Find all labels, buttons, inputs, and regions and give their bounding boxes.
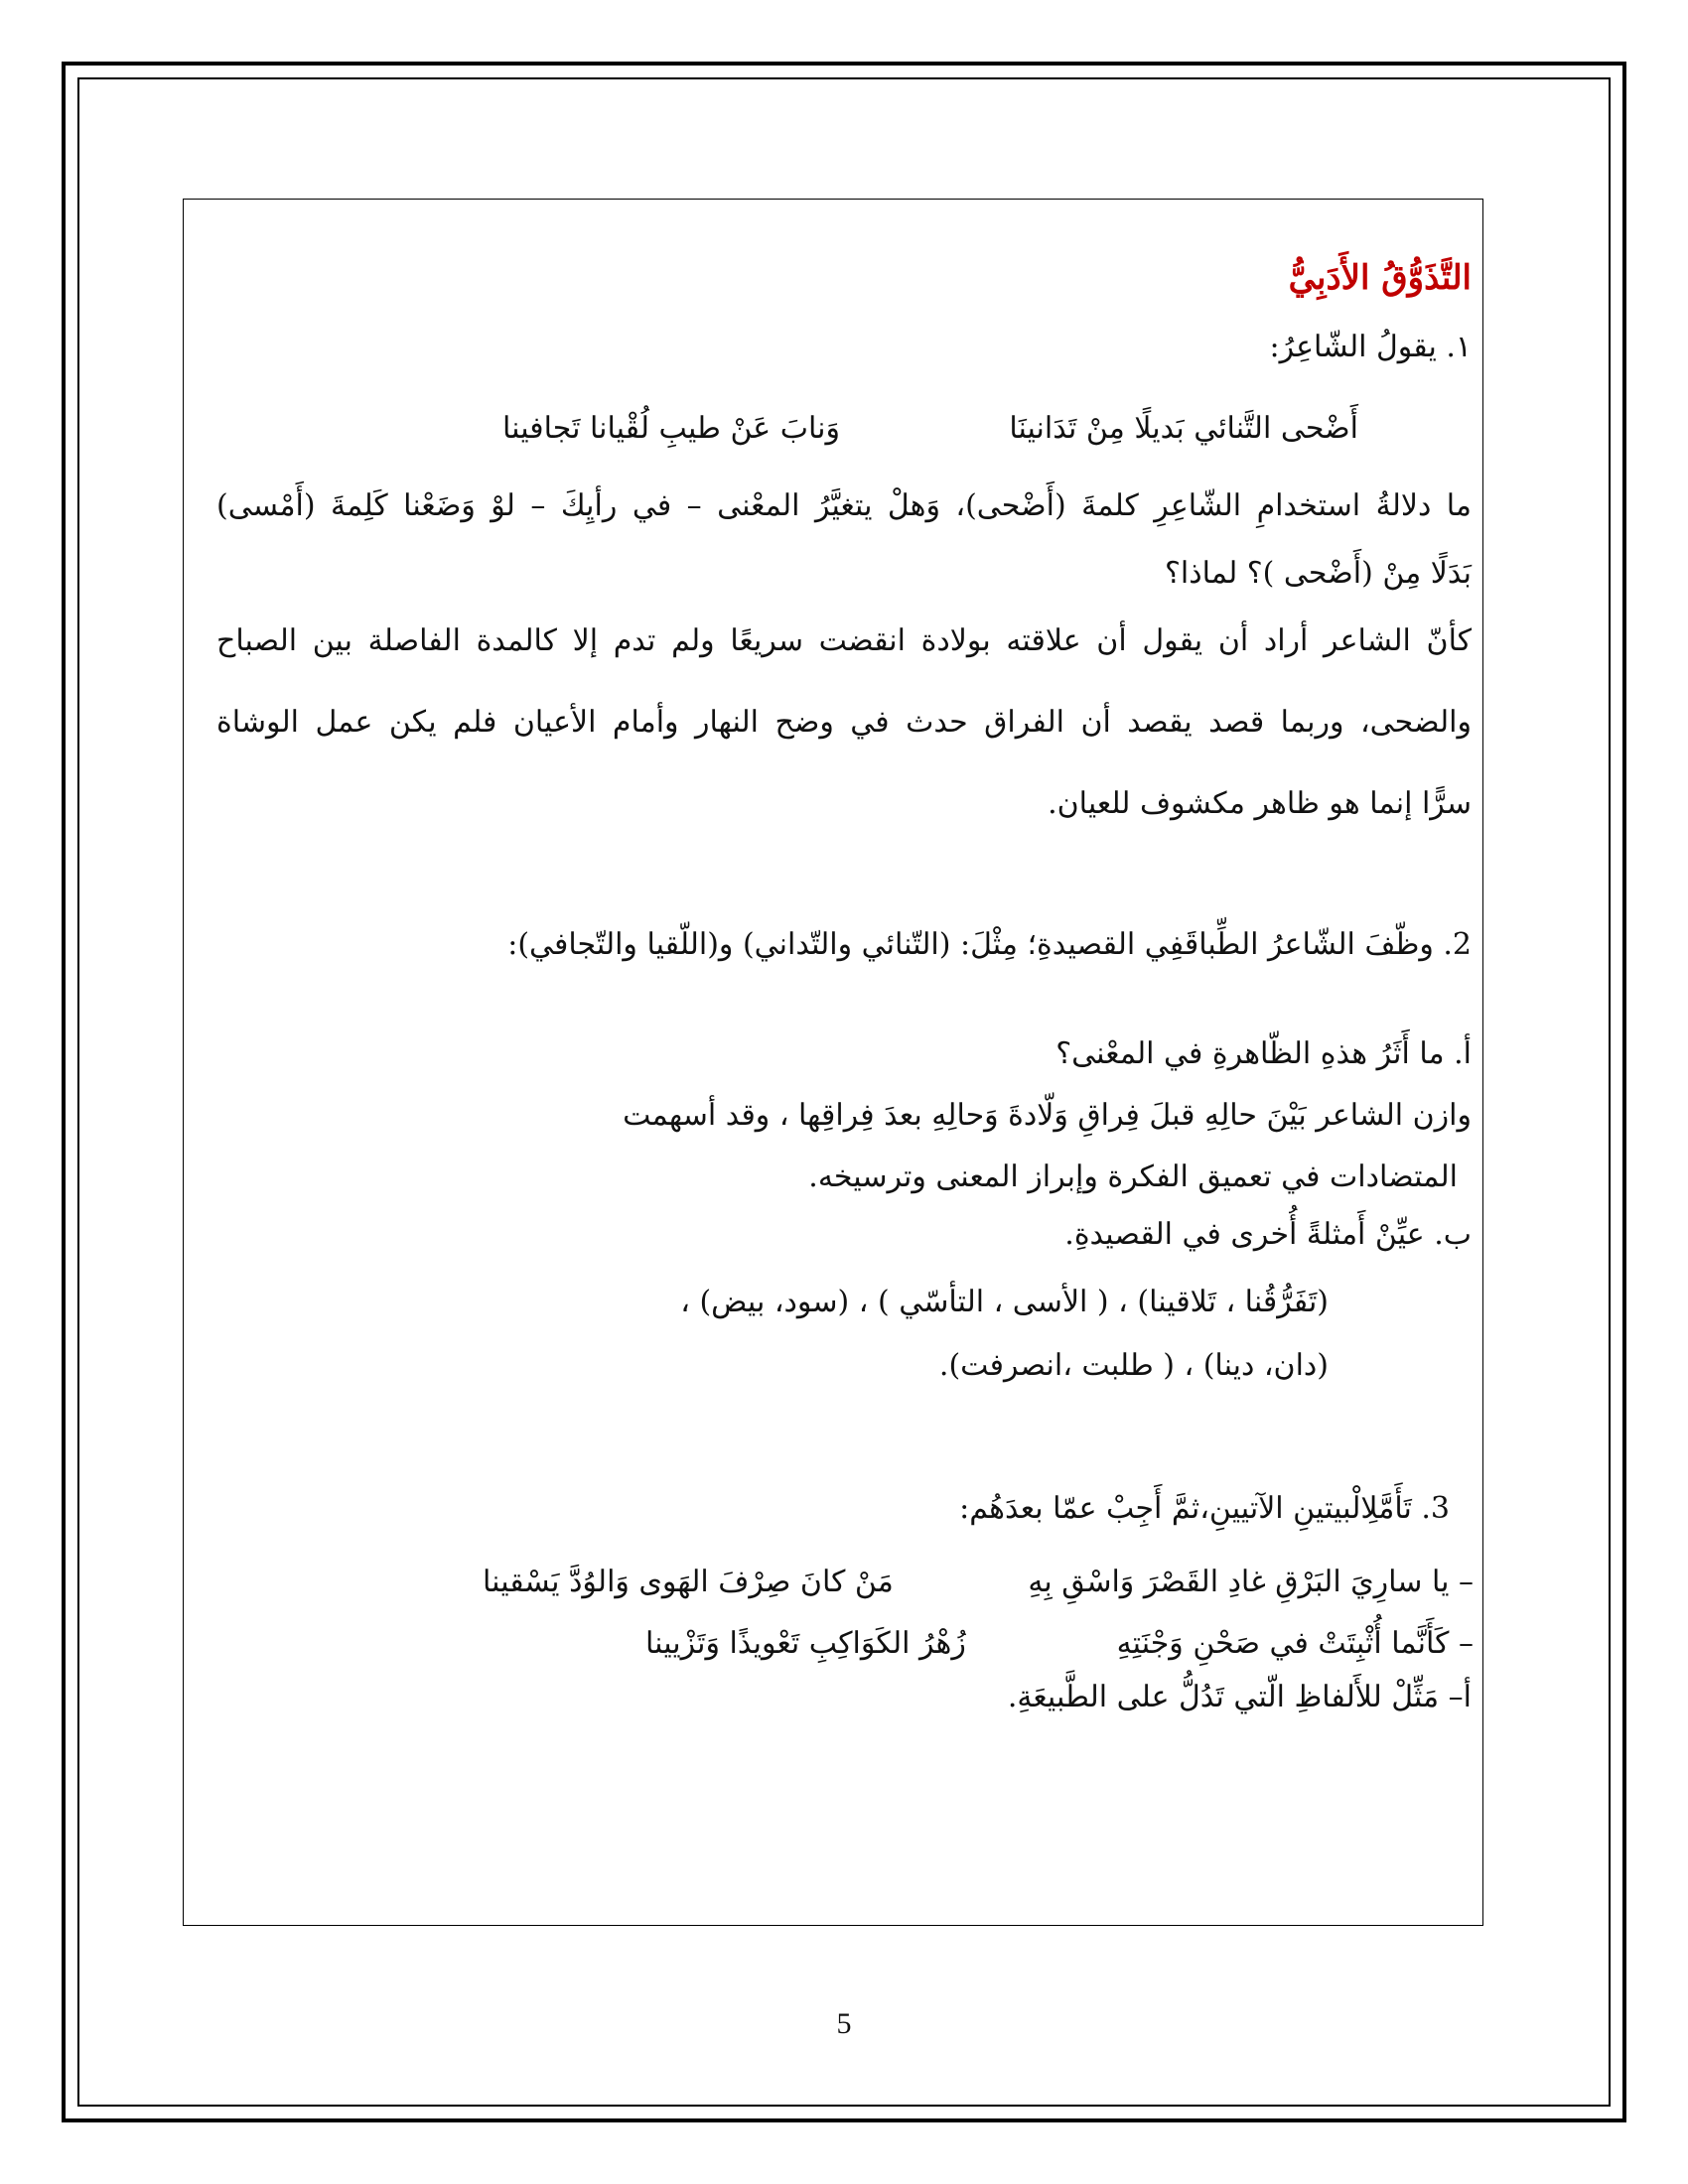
section-title: التَّذَوُّقُ الأَدَبِيُّ: [1288, 258, 1472, 298]
q1-answer-line-1: كأنّ الشاعر أراد أن يقول أن علاقته بولادة انقضت سريعًا ولم تدم إلا كالمدة الفاصلة بين الصباح: [216, 623, 1472, 658]
q2-b-answer-line-1: (تَفَرُّقُنا ، تَلاقينا) ، ( الأسى ، التأسّي ) ، (سود، بيض) ،: [680, 1285, 1329, 1319]
q3-a-question: أ– مَثِّلْ للأَلفاظِ الّتي تَدُلُّ على الطَّبيعَةِ.: [1007, 1680, 1472, 1714]
q2-b-question: ب. عيِّنْ أَمثلةً أُخرى في القصيدةِ.: [1064, 1217, 1472, 1252]
q1-verse-second-hemistich: وَنابَ عَنْ طيبِ لُقْيانا تَجافينا: [502, 411, 840, 446]
q3-verse-1-second-hemistich: مَنْ كانَ صِرْفَ الهَوى وَالوُدَّ يَسْقينا: [483, 1565, 894, 1599]
q3-verse-2-second-hemistich: زُهْرُ الكَوَاكِبِ تَعْويذًا وَتَزْيينا: [645, 1626, 966, 1661]
q1-question-line-2: بَدَلًا مِنْ (أَضْحى )؟ لماذا؟: [1164, 556, 1472, 591]
q2-a-question: أ. ما أَثَرُ هذهِ الظّاهرةِ في المعْنى؟: [1055, 1036, 1472, 1071]
q3-verse-2-first-hemistich: – كَأَنَّما أُثْبِتَتْ في صَحْنِ وَجْنَتِهِ: [1116, 1626, 1474, 1661]
q3-heading: 3. تَأَمَّلِالْبيتينِ الآتيينِ،ثمَّ أَجِبْ عمّا بعدَهُم:: [959, 1491, 1450, 1526]
q2-heading: 2. وظّفَ الشّاعرُ الطِّباقَفِي القصيدةِ؛ مِثْلَ: (التّنائي والتّداني) و(اللّقيا والتّجافي):: [507, 927, 1472, 962]
q1-question-line-1: ما دلالةُ استخدامِ الشّاعِرِ كلمةَ (أَضْحى)، وَهلْ يتغيَّرُ المعْنى – في رأيِكَ – لوْ وَضَعْنا كَلِمةَ (أَمْسى): [216, 488, 1472, 523]
q1-answer-line-3: سرًّا إنما هو ظاهر مكشوف للعيان.: [1048, 786, 1472, 821]
q2-b-answer-line-2: (دان، دينا) ، ( طلبت ،انصرفت).: [938, 1348, 1329, 1383]
q2-a-answer-line-1: وازن الشاعر بَيْنَ حالِهِ قبلَ فِراقِ وَلّادةَ وَحالِهِ بعدَ فِراقِها ، وقد أسهمت: [623, 1098, 1472, 1133]
q1-answer-line-2: والضحى، وربما قصد يقصد أن الفراق حدث في وضح النهار وأمام الأعيان فلم يكن عمل الوشاة: [216, 705, 1472, 740]
page-number: 5: [836, 2007, 852, 2040]
q1-heading: ١. يقولُ الشّاعِرُ:: [1269, 330, 1472, 364]
q3-verse-1-first-hemistich: – يا سارِيَ البَرْقِ غادِ القَصْرَ وَاسْقِ بِهِ: [1028, 1565, 1474, 1599]
q2-a-answer-line-2: المتضادات في تعميق الفكرة وإبراز المعنى وترسيخه.: [808, 1160, 1458, 1194]
q1-verse-first-hemistich: أَضْحى التَّنائي بَديلًا مِنْ تَدَانينَا: [1009, 411, 1358, 446]
